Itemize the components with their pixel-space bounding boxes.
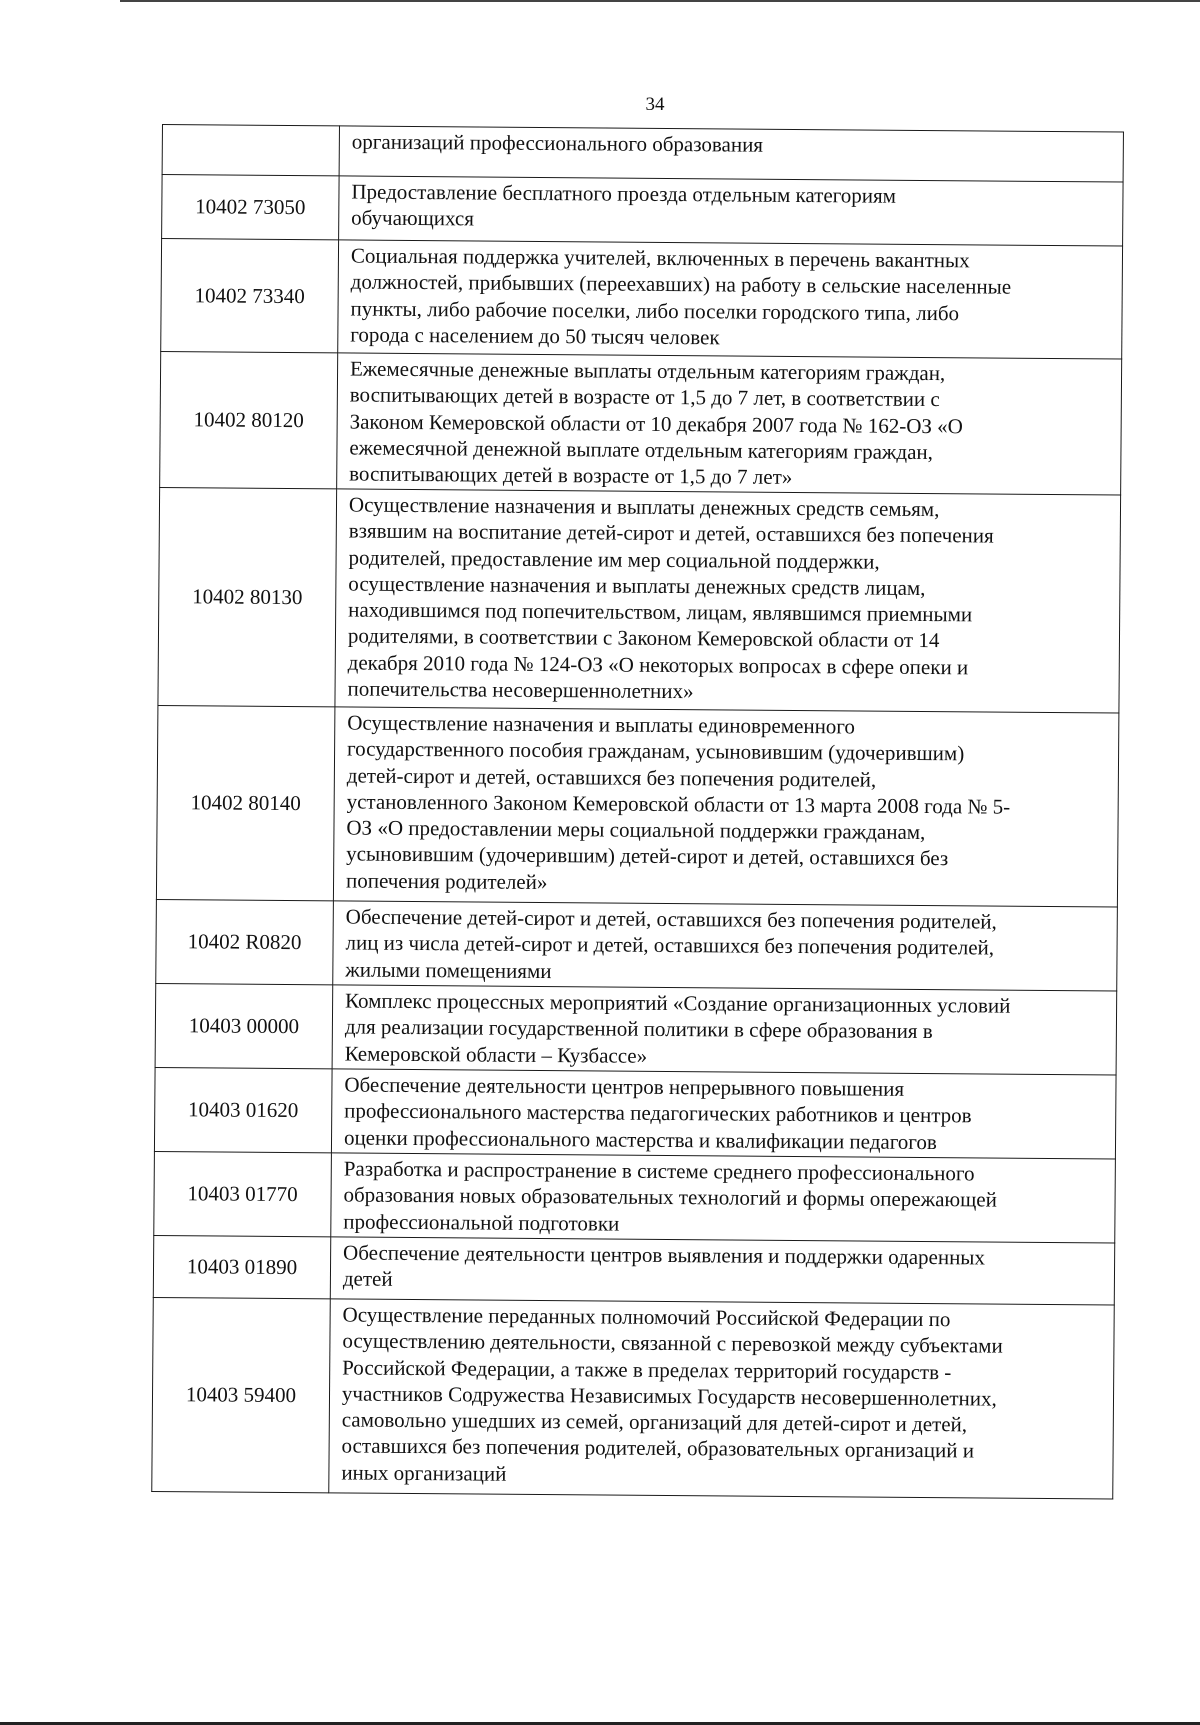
target-article-code: 10403 00000: [155, 983, 333, 1068]
article-description: [329, 1299, 1115, 1499]
target-article-code: 10402 73340: [161, 239, 339, 353]
article-description-text: Обеспечение деятельности центров выявления и поддержки одаренных детей: [342, 1240, 986, 1292]
target-article-code: 10402 73050: [162, 175, 339, 240]
article-description-text: Предоставление бесплатного проезда отдельным категориям обучающихся: [351, 179, 897, 231]
target-article-code: 10402 80130: [158, 487, 337, 706]
table-row: [154, 1067, 1116, 1159]
article-description-text: Осуществление назначения и выплаты денежных средств семьям, взявшим на воспитание детей-сирот и детей, оставшихся без попечения родителей, предоставление им мер социальной поддержки, осуществление назначения и выплаты денежных средств лицам, находившимся под попечительством, лицам, являвшимся приемными родителями, в соответствии с Законом Кемеровской области от 14 декабря 2010 года № 124-ОЗ «О некоторых вопросах в сфере опеки и попечительства несовершеннолетних»: [347, 492, 994, 704]
article-description-text: Обеспечение деятельности центров непрерывного повышения профессионального мастерства педагогических работников и центров оценки профессионального мастерства и квалификации педагогов: [343, 1072, 972, 1154]
table-row: [162, 175, 1123, 247]
article-description: [337, 353, 1122, 495]
table-row: [162, 125, 1123, 183]
article-description-text: Обеспечение детей-сирот и детей, оставшихся без попечения родителей, лиц из числа детей-сирот и детей, оставшихся без попечения родителей, жилыми помещениями: [345, 904, 997, 983]
article-description-text: Ежемесячные денежные выплаты отдельным категориям граждан, воспитывающих детей в возрасте от 1,5 до 7 лет, в соответствии с Законом Кемеровской области от 10 декабря 2007 года № 162-ОЗ «О ежемесячной денежной выплате отдельным категориям граждан, воспитывающих детей в возрасте от 1,5 до 7 лет»: [349, 356, 963, 490]
table-row: [156, 899, 1118, 991]
budget-classification-table: [151, 124, 1124, 1500]
target-article-code: 10403 01890: [153, 1235, 330, 1298]
article-description: [339, 176, 1124, 246]
target-article-code: 10402 80140: [156, 705, 334, 900]
target-article-code: 10403 01620: [154, 1067, 332, 1152]
article-description-text: организаций профессионального образования: [351, 129, 764, 157]
article-description-text: Разработка и распространение в системе среднего профессионального образования новых образовательных технологий и формы опережающей профессиональной подготовки: [343, 1156, 997, 1236]
table-row: [153, 1235, 1114, 1305]
table-body: [152, 125, 1124, 1500]
article-description: [330, 1237, 1115, 1305]
target-article-code: 10402 R0820: [156, 899, 334, 984]
article-description-text: Комплекс процессных мероприятий «Создание организационных условий для реализации государственной политики в сфере образования в Кемеровской области – Кузбассе»: [344, 988, 1011, 1068]
article-description: [333, 901, 1118, 991]
article-description-text: Осуществление переданных полномочий Российской Федерации по осуществлению деятельности, связанной с перевозкой между субъектами Российской Федерации, а также в пределах территорий государств - участников Содружества Независимых Государств несовершеннолетних, самовольно ушедших из семей, организаций для детей-сирот и детей, оставшихся без попечения родителей, образовательных организаций и иных организаций: [341, 1302, 1003, 1486]
article-description: [332, 985, 1117, 1075]
article-description: [331, 1069, 1116, 1159]
article-description: [338, 240, 1123, 359]
article-description-text: Социальная поддержка учителей, включенных в перечень вакантных должностей, прибывших (переехавших) на работу в сельские населенные пункты, либо рабочие поселки, либо поселки городского типа, либо города с населением до 50 тысяч человек: [350, 243, 1012, 350]
target-article-code: 10403 01770: [154, 1151, 332, 1236]
article-description: [339, 126, 1123, 182]
target-article-code: [162, 125, 339, 176]
table-row: [155, 983, 1117, 1075]
article-description: [333, 707, 1119, 907]
article-description: [335, 489, 1121, 713]
table-row: [160, 351, 1122, 495]
article-description: [331, 1153, 1116, 1243]
table-row: [154, 1151, 1116, 1243]
table-row: [156, 705, 1118, 907]
target-article-code: 10402 80120: [160, 351, 338, 488]
page-number: 34: [645, 94, 665, 115]
table-row: [161, 239, 1123, 360]
scan-top-edge: [120, 0, 1200, 2]
table-row: [158, 487, 1121, 713]
article-description-text: Осуществление назначения и выплаты единовременного государственного пособия гражданам, усыновившим (удочерившим) детей-сирот и детей, оставшихся без попечения родителей, установленного Законом Кемеровской области от 13 марта 2008 года № 5- ОЗ «О предоставлении меры социальной поддержки гражданам, усыновившим (удочерившим) детей-сирот и детей, оставшихся без попечения родителей»: [345, 710, 1011, 894]
target-article-code: 10403 59400: [152, 1297, 330, 1492]
table-row: [152, 1297, 1114, 1499]
